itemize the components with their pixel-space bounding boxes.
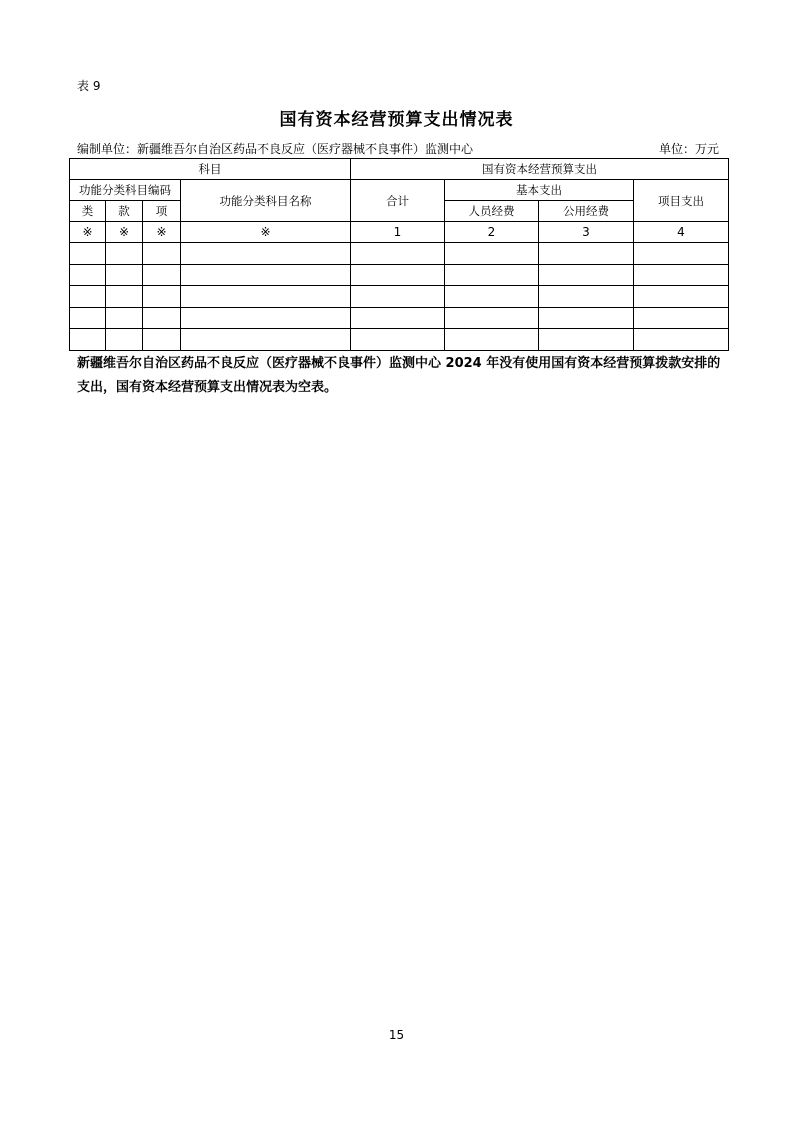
empty-cell	[143, 286, 181, 308]
empty-cell	[539, 243, 634, 265]
expenditure-table	[69, 158, 729, 351]
empty-cell	[143, 307, 181, 329]
personnel-cost-header: 人员经费	[445, 201, 539, 222]
empty-row	[70, 329, 729, 351]
empty-cell	[181, 329, 351, 351]
empty-cell	[445, 329, 539, 351]
empty-cell	[445, 286, 539, 308]
index-cell: ※	[106, 222, 143, 243]
empty-row	[70, 286, 729, 308]
empty-cell	[106, 286, 143, 308]
basic-expenditure-header: 基本支出	[445, 180, 634, 201]
header-row-2	[70, 180, 729, 201]
header-row-1	[70, 159, 729, 180]
empty-cell	[106, 264, 143, 286]
empty-cell	[351, 264, 445, 286]
subject-group-header: 科目	[70, 159, 351, 180]
total-header: 合计	[351, 180, 445, 222]
empty-cell	[351, 307, 445, 329]
item-header: 项	[143, 201, 181, 222]
index-cell: 3	[539, 222, 634, 243]
empty-cell	[351, 329, 445, 351]
empty-cell	[445, 243, 539, 265]
empty-cell	[106, 329, 143, 351]
empty-cell	[106, 243, 143, 265]
project-expenditure-header: 项目支出	[634, 180, 729, 222]
empty-cell	[181, 264, 351, 286]
empty-cell	[634, 307, 729, 329]
unit-line: 单位：万元	[658, 142, 719, 156]
table-label: 表 9	[77, 79, 101, 93]
index-cell: 4	[634, 222, 729, 243]
public-cost-header: 公用经费	[539, 201, 634, 222]
empty-cell	[634, 286, 729, 308]
code-group-header: 功能分类科目编码	[70, 180, 181, 201]
empty-cell	[539, 329, 634, 351]
index-cell: 2	[445, 222, 539, 243]
empty-cell	[70, 264, 106, 286]
class-header: 类	[70, 201, 106, 222]
empty-cell	[181, 286, 351, 308]
empty-cell	[351, 243, 445, 265]
empty-cell	[634, 329, 729, 351]
index-cell: ※	[143, 222, 181, 243]
empty-cell	[634, 264, 729, 286]
empty-cell	[143, 329, 181, 351]
empty-cell	[539, 307, 634, 329]
index-cell: ※	[181, 222, 351, 243]
empty-cell	[539, 286, 634, 308]
empty-cell	[445, 264, 539, 286]
section-header: 款	[106, 201, 143, 222]
empty-cell	[70, 329, 106, 351]
empty-cell	[70, 243, 106, 265]
empty-cell	[539, 264, 634, 286]
index-row	[70, 222, 729, 243]
empty-cell	[143, 243, 181, 265]
empty-cell	[181, 243, 351, 265]
index-cell: ※	[70, 222, 106, 243]
empty-cell	[445, 307, 539, 329]
empty-cell	[106, 307, 143, 329]
explanatory-note: 新疆维吾尔自治区药品不良反应（医疗器械不良事件）监测中心 2024 年没有使用国有资本经营预算拨款安排的支出，国有资本经营预算支出情况表为空表。	[77, 356, 721, 395]
page-number: 15	[388, 1028, 405, 1042]
organization-line: 编制单位：新疆维吾尔自治区药品不良反应（医疗器械不良事件）监测中心	[77, 142, 474, 156]
empty-row	[70, 264, 729, 286]
empty-cell	[143, 264, 181, 286]
empty-cell	[70, 286, 106, 308]
name-header: 功能分类科目名称	[181, 180, 351, 222]
empty-cell	[181, 307, 351, 329]
expenditure-group-header: 国有资本经营预算支出	[351, 159, 729, 180]
index-cell: 1	[351, 222, 445, 243]
empty-row	[70, 243, 729, 265]
document-title: 国有资本经营预算支出情况表	[279, 110, 514, 130]
empty-cell	[70, 307, 106, 329]
empty-cell	[351, 286, 445, 308]
empty-row	[70, 307, 729, 329]
empty-cell	[634, 243, 729, 265]
